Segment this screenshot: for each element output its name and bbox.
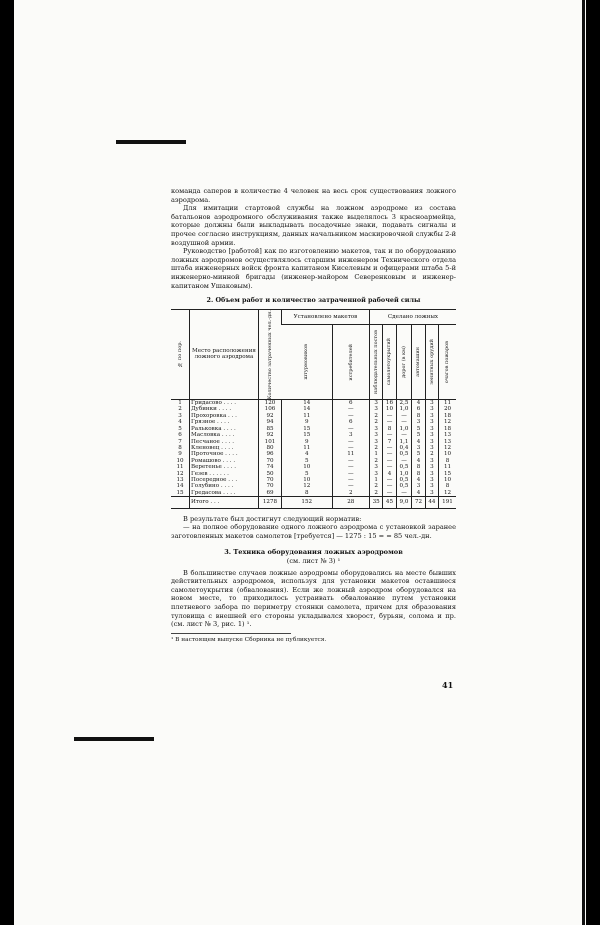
cell-fighter: — [332,483,369,489]
cell-shelters: — [383,458,396,464]
cell-shelters: 4 [383,471,396,477]
table-row [171,490,456,497]
group-made: Сделано ложных [369,309,456,324]
cell-aa-guns: 3 [425,432,438,438]
paragraph-1: команда саперов в количестве 4 человек на весь срок существования ложного аэродрома. [171,187,456,204]
cell-attack: 11 [282,413,333,419]
cell-attack: 9 [282,439,333,445]
cell-vehicles: 4 [412,439,425,445]
cell-observation: 3 [369,471,382,477]
cell-observation: 3 [369,432,382,438]
cell-fires: 18 [439,426,456,432]
cell-fires: 13 [439,432,456,438]
cell-place: Гридасово . . . . [190,400,259,407]
cell-fires: 13 [439,439,456,445]
cell-fighter: 6 [332,419,369,425]
cell-fires: 12 [439,490,456,497]
col-observation: наблюдательных постов [369,324,382,399]
cell-observation: 3 [369,439,382,445]
cell-observation: 3 [369,400,382,407]
cell-observation: 3 [369,464,382,470]
col-labor: Количество затраченных чел.-дн. [259,309,282,399]
cell-fires: 12 [439,445,456,451]
cell-fighter: 3 [332,432,369,438]
cell-roads: — [396,432,412,438]
col-num: № по пор. [171,309,190,399]
cell-observation: 2 [369,490,382,497]
cell-shelters: — [383,432,396,438]
cell-observation: 2 [369,419,382,425]
cell-fires: 8 [439,483,456,489]
total-roads: 9,0 [396,497,412,508]
cell-labor: 74 [259,464,282,470]
total-aa-guns: 44 [425,497,438,508]
total-vehicles: 72 [412,497,425,508]
cell-aa-guns: 3 [425,458,438,464]
cell-vehicles: 4 [412,477,425,483]
cell-num: 6 [178,432,182,439]
cell-place: Гезев . . . . . . [190,471,259,477]
cell-labor: 70 [259,483,282,489]
col-fires: очагов пожаров [439,324,456,399]
cell-shelters: — [383,451,396,457]
cell-fighter: — [332,471,369,477]
cell-fighter: 6 [332,400,369,407]
cell-fires: 15 [439,471,456,477]
cell-labor: 92 [259,413,282,419]
cell-fighter: — [332,413,369,419]
cell-attack: 15 [282,432,333,438]
cell-shelters: 10 [383,406,396,412]
cell-fires: 8 [439,458,456,464]
cell-vehicles: 5 [412,451,425,457]
cell-fighter: — [332,477,369,483]
cell-fighter: — [332,439,369,445]
cell-fires: 10 [439,477,456,483]
cell-aa-guns: 3 [425,445,438,451]
cell-attack: 9 [282,419,333,425]
work-volume-table [171,309,456,509]
cell-aa-guns: 3 [425,439,438,445]
cell-place: Веретенье . . . . [190,464,259,470]
cell-place: Гредасова . . . . [190,490,259,497]
cell-vehicles: 3 [412,483,425,489]
cell-fighter: — [332,445,369,451]
scan-mark-bottom [74,737,154,741]
cell-num: 12 [176,470,184,477]
paragraph-3: Руководство [работой] как по изготовлению макетов, так и по оборудованию ложных аэродромов осуществлялось старшим инженером Технического отдела штаба инженерных войск фронта капитаном Киселевым и офицерами штаба 5-й инженерно-минной бригады (инженер-майором Северенковым и инженер-капитаном Ушаковым). [171,247,456,290]
cell-labor: 94 [259,419,282,425]
cell-num: 13 [176,476,184,483]
cell-num: 2 [178,406,182,413]
cell-fires: 12 [439,419,456,425]
cell-num: 3 [178,412,182,419]
cell-attack: 8 [282,490,333,497]
cell-vehicles: 8 [412,464,425,470]
cell-attack: 5 [282,458,333,464]
total-fighter: 28 [332,497,369,508]
cell-fires: 11 [439,464,456,470]
cell-roads: — [396,419,412,425]
cell-place: Проточное . . . . [190,451,259,457]
cell-fires: 11 [439,400,456,407]
cell-roads: — [396,490,412,497]
cell-vehicles: 5 [412,432,425,438]
cell-place: Дубинки . . . . [190,406,259,412]
cell-num: 5 [178,425,182,432]
cell-place: Прохоровка . . . [190,413,259,419]
cell-place: Масловка . . . . [190,432,259,438]
col-aa-guns: зенитных орудий [425,324,438,399]
cell-attack: 14 [282,400,333,407]
cell-observation: 1 [369,477,382,483]
table-body [171,400,456,509]
section-3-subtitle: (см. лист № 3) ¹ [286,556,341,565]
cell-shelters: — [383,464,396,470]
cell-attack: 5 [282,471,333,477]
cell-place: Песчаное . . . . [190,439,259,445]
scan-mark-top [116,140,186,144]
cell-attack: 11 [282,445,333,451]
cell-vehicles: 3 [412,419,425,425]
cell-labor: 120 [259,400,282,407]
cell-place: Посередное . . . [190,477,259,483]
cell-roads: 2,5 [396,400,412,407]
cell-fighter: 11 [332,451,369,457]
cell-fighter: 2 [332,490,369,497]
footnote: ¹ В настоящем выпуске Сборника не публикуется. [171,633,291,645]
col-fighter: истребителей [332,324,369,399]
cell-num: 10 [176,457,184,464]
paragraph-6: В большинстве случаев ложные аэродромы оборудовались на месте бывших действительных аэродромов, используя для установки макетов оставшиеся самолетоукрытия (обвалования). Если же ложный аэродром оборудовался на новом месте, то приходилось устраивать обвалование путем установки плетневого забора по периметру стоянки самолета, причем для образования туловища с внешней его стороны укладывался хворост, бурьян, солома и пр. (см. лист № 3, рис. 1) ¹. [171,568,456,629]
cell-place: Голубино . . . . [190,483,259,489]
cell-aa-guns: 3 [425,413,438,419]
table-total-row [171,497,456,508]
cell-fighter: — [332,406,369,412]
total-place: Итого . . . [190,497,259,508]
cell-observation: 2 [369,445,382,451]
cell-observation: 3 [369,426,382,432]
cell-attack: 4 [282,451,333,457]
paragraph-5: — на полное оборудование одного ложного аэродрома с установкой заранее заготовленных макетов самолетов [требуется] — 1275 : 15 = = 85 чел.-дн. [171,523,456,540]
document-page [14,0,586,925]
cell-roads: 1,0 [396,426,412,432]
cell-vehicles: 5 [412,426,425,432]
cell-place: Грязное . . . . [190,419,259,425]
cell-num: 11 [176,464,184,471]
cell-roads: 0,5 [396,477,412,483]
cell-shelters: 7 [383,439,396,445]
page-content [171,187,456,644]
cell-roads: — [396,458,412,464]
cell-aa-guns: 3 [425,426,438,432]
total-shelters: 45 [383,497,396,508]
paragraph-4: В результате был достигнут следующий норматив: [183,514,362,523]
cell-observation: 1 [369,451,382,457]
cell-vehicles: 8 [412,413,425,419]
cell-fighter: — [332,426,369,432]
section-3-title: 3. Техника оборудования ложных аэродромов [224,548,403,557]
cell-fires: 10 [439,451,456,457]
cell-aa-guns: 3 [425,483,438,489]
cell-vehicles: 4 [412,458,425,464]
cell-num: 4 [178,419,182,426]
col-shelters: самолетоукрытий [383,324,396,399]
cell-attack: 12 [282,483,333,489]
cell-vehicles: 3 [412,445,425,451]
cell-labor: 69 [259,490,282,497]
cell-observation: 2 [369,483,382,489]
cell-fires: 18 [439,413,456,419]
scan-edge-right [582,0,585,925]
cell-vehicles: 6 [412,406,425,412]
cell-num: 14 [176,483,184,490]
cell-labor: 101 [259,439,282,445]
cell-place: Ральковка . . . . [190,426,259,432]
cell-shelters: — [383,483,396,489]
cell-labor: 96 [259,451,282,457]
cell-aa-guns: 3 [425,477,438,483]
cell-aa-guns: 2 [425,451,438,457]
cell-roads: 0,5 [396,483,412,489]
cell-observation: 3 [369,406,382,412]
cell-roads: — [396,413,412,419]
cell-shelters: — [383,477,396,483]
cell-aa-guns: 3 [425,471,438,477]
cell-aa-guns: 3 [425,464,438,470]
cell-labor: 106 [259,406,282,412]
cell-labor: 70 [259,477,282,483]
cell-observation: 2 [369,413,382,419]
page-number: 41 [442,680,454,690]
cell-shelters: 16 [383,400,396,407]
group-installed: Установлено макетов [282,309,370,324]
cell-vehicles: 8 [412,471,425,477]
cell-aa-guns: 3 [425,406,438,412]
cell-fighter: — [332,458,369,464]
cell-vehicles: 4 [412,400,425,407]
cell-labor: 92 [259,432,282,438]
cell-num: 8 [178,444,182,451]
cell-aa-guns: 3 [425,419,438,425]
cell-num: 7 [178,438,182,445]
cell-num: 9 [178,451,182,458]
col-roads: дорог (в км) [396,324,412,399]
cell-observation: 2 [369,458,382,464]
cell-attack: 10 [282,477,333,483]
cell-shelters: — [383,419,396,425]
cell-shelters: 8 [383,426,396,432]
cell-labor: 85 [259,426,282,432]
paragraph-2: Для имитации стартовой службы на ложном аэродроме из состава батальонов аэродромного обслуживания также выделялось 3 красноармейца, которые должны были выкладывать посадочные знаки, подавать сигналы и прочее согласно инструкциям, данных начальником маскировочной службы 2-й воздушной армии. [171,204,456,247]
cell-roads: 0,5 [396,464,412,470]
col-place: Место расположения ложного аэродрома [190,309,259,399]
cell-shelters: — [383,490,396,497]
total-observation: 35 [369,497,382,508]
cell-roads: 0,5 [396,451,412,457]
cell-roads: 1,1 [396,439,412,445]
col-attack: штурмовиков [282,324,333,399]
cell-roads: 1,0 [396,471,412,477]
cell-attack: 14 [282,406,333,412]
cell-aa-guns: 3 [425,400,438,407]
cell-shelters: — [383,445,396,451]
table-caption: 2. Объем работ и количество затраченной рабочей силы [206,296,421,305]
cell-roads: 0,4 [396,445,412,451]
cell-attack: 15 [282,426,333,432]
cell-num: 15 [176,489,184,496]
total-attack: 152 [282,497,333,508]
cell-labor: 80 [259,445,282,451]
cell-labor: 70 [259,458,282,464]
cell-num: 1 [178,400,182,407]
cell-roads: 1,0 [396,406,412,412]
cell-labor: 50 [259,471,282,477]
cell-aa-guns: 3 [425,490,438,497]
col-vehicles: автомашин [412,324,425,399]
cell-attack: 10 [282,464,333,470]
cell-vehicles: 4 [412,490,425,497]
total-labor: 1278 [259,497,282,508]
cell-place: Кленовец . . . . [190,445,259,451]
total-num [171,497,190,508]
cell-place: Ромашово . . . . [190,458,259,464]
cell-shelters: — [383,413,396,419]
total-fires: 191 [439,497,456,508]
cell-fires: 20 [439,406,456,412]
cell-fighter: — [332,464,369,470]
